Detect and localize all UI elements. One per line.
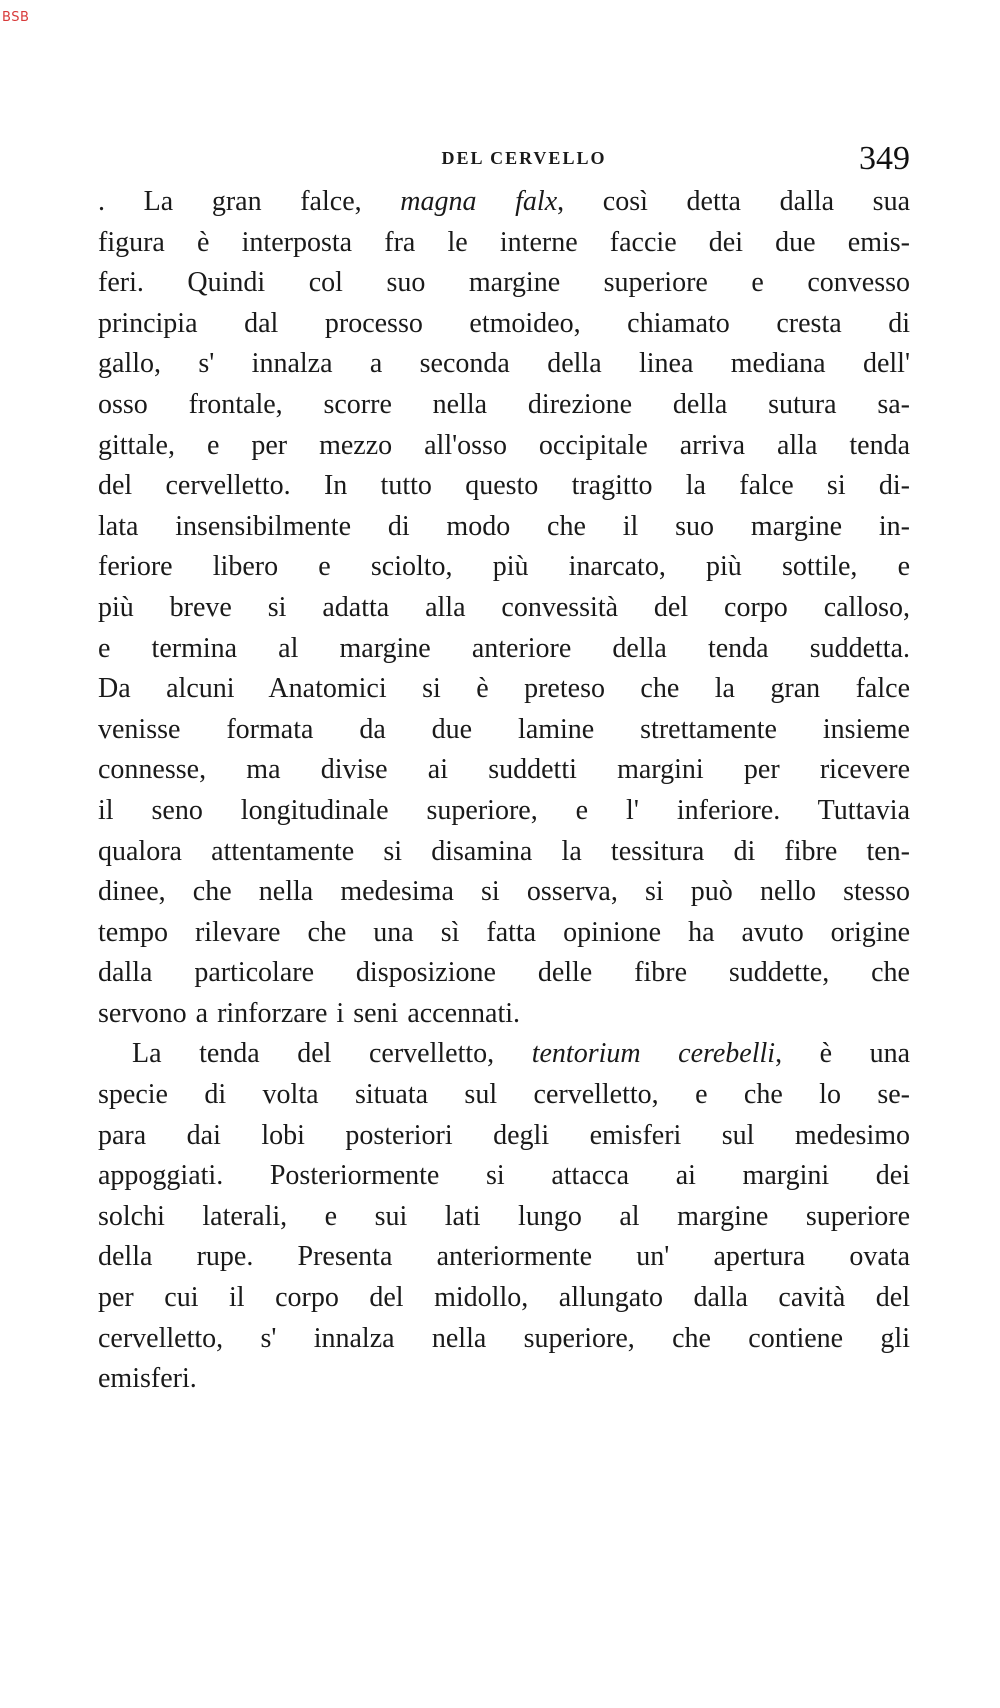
- text-line: para dai lobi posteriori degli emisferi sul medesimo: [98, 1119, 910, 1151]
- text-line: dinee, che nella medesima si osserva, si può nello stesso: [98, 876, 910, 908]
- library-watermark: BSB: [2, 10, 30, 25]
- book-page: [98, 140, 910, 1400]
- text-line: il seno longitudinale superiore, e l' inferiore. Tuttavia: [98, 794, 910, 826]
- text-line: gittale, e per mezzo all'osso occipitale arriva alla tenda: [98, 429, 910, 461]
- text-line: La tenda del cervelletto, tentorium cerebelli, è una: [132, 1038, 911, 1070]
- text-line: connesse, ma divise ai suddetti margini per ricevere: [98, 754, 910, 786]
- text-line: gallo, s' innalza a seconda della linea mediana dell': [98, 348, 910, 380]
- text-line: appoggiati. Posteriormente si attacca ai margini dei: [98, 1160, 910, 1192]
- text-line: del cervelletto. In tutto questo tragitto la falce si di-: [98, 470, 910, 502]
- text-line: solchi laterali, e sui lati lungo al margine superiore: [98, 1200, 910, 1232]
- text-line: . La gran falce, magna falx, così detta dalla sua: [98, 186, 910, 217]
- text-line: feriore libero e sciolto, più inarcato, più sottile, e: [98, 551, 910, 583]
- body-text: [98, 182, 910, 1400]
- text-line: qualora attentamente si disamina la tessitura di fibre ten-: [98, 835, 910, 867]
- text-line: cervelletto, s' innalza nella superiore, che contiene gli: [98, 1322, 910, 1354]
- text-line: specie di volta situata sul cervelletto, e che lo se-: [98, 1079, 910, 1111]
- text-line: servono a rinforzare i seni accennati.: [98, 997, 521, 1029]
- text-line: più breve si adatta alla convessità del corpo calloso,: [98, 591, 910, 623]
- paragraph-tenda: [98, 1034, 910, 1399]
- text-line: per cui il corpo del midollo, allungato dalla cavità del: [98, 1282, 910, 1314]
- text-line: tempo rilevare che una sì fatta opinione ha avuto origine: [98, 916, 910, 948]
- text-line: principia dal processo etmoideo, chiamato cresta di: [98, 307, 910, 339]
- text-line: dalla particolare disposizione delle fibre suddette, che: [98, 957, 910, 989]
- text-line: osso frontale, scorre nella direzione della sutura sa-: [98, 388, 910, 420]
- running-head: [98, 140, 910, 176]
- paragraph-falce: [98, 182, 910, 1034]
- running-title: DEL CERVELLO: [441, 148, 607, 168]
- text-line: venisse formata da due lamine strettamente insieme: [98, 713, 910, 745]
- text-line: feri. Quindi col suo margine superiore e convesso: [98, 267, 910, 299]
- text-line: lata insensibilmente di modo che il suo margine in-: [98, 510, 910, 542]
- text-line: della rupe. Presenta anteriormente un' apertura ovata: [98, 1241, 910, 1273]
- text-line: emisferi.: [98, 1363, 197, 1395]
- text-line: figura è interposta fra le interne faccie dei due emis-: [98, 226, 910, 258]
- page-number: 349: [859, 140, 910, 177]
- text-line: Da alcuni Anatomici si è preteso che la gran falce: [98, 673, 910, 705]
- text-line: e termina al margine anteriore della tenda suddetta.: [98, 632, 910, 664]
